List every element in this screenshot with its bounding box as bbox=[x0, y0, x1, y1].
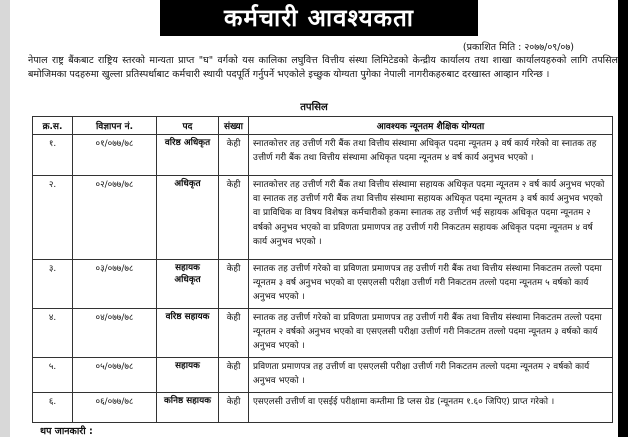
row-sn: १. bbox=[33, 135, 73, 176]
row-ad-no: ०३/०७७/७८ bbox=[73, 260, 157, 309]
notice-title: कर्मचारी आवश्यकता bbox=[160, 0, 478, 36]
row-ad-no: ०२/०७७/७८ bbox=[73, 176, 157, 260]
row-count: केही bbox=[219, 358, 249, 393]
header-qualification: आवश्यक न्यूनतम शैक्षिक योग्यता bbox=[249, 117, 613, 135]
header-post: पद bbox=[157, 117, 219, 135]
row-post: सहायक bbox=[157, 358, 219, 393]
row-ad-no: ०६/०७७/७८ bbox=[73, 393, 157, 423]
row-sn: ३. bbox=[33, 260, 73, 309]
table-row bbox=[33, 176, 613, 260]
row-count: केही bbox=[219, 135, 249, 176]
more-info-label: थप जानकारी : bbox=[40, 426, 93, 437]
row-ad-no: ०१/०७७/७८ bbox=[73, 135, 157, 176]
row-post: सहायक अधिकृत bbox=[157, 260, 219, 309]
header-count: संख्या bbox=[219, 117, 249, 135]
row-sn: ५. bbox=[33, 358, 73, 393]
row-count: केही bbox=[219, 393, 249, 423]
row-qualification: स्नातकोत्तर तह उत्तीर्ण गरी बैंक तथा वित्तीय संस्थामा अधिकृत पदमा न्यूनतम ३ वर्ष कार्य गरेको वा स्नातक तह उत्तीर्ण गरी बैंक तथा वित्तीय संस्थामा अधिकृत पदमा न्यूनतम ४ वर्ष कार्य अनुभव भएको । bbox=[249, 135, 613, 176]
row-count: केही bbox=[219, 260, 249, 309]
published-date: (प्रकाशित मिति : २०७७/०९/०७) bbox=[462, 42, 574, 53]
row-ad-no: ०५/०७७/७८ bbox=[73, 358, 157, 393]
table-row bbox=[33, 260, 613, 309]
page-edge-bar bbox=[618, 0, 628, 437]
table-row bbox=[33, 309, 613, 358]
table-row bbox=[33, 135, 613, 176]
row-post: अधिकृत bbox=[157, 176, 219, 260]
header-ad-no: विज्ञापन नं. bbox=[73, 117, 157, 135]
row-post: वरिष्ठ अधिकृत bbox=[157, 135, 219, 176]
row-post: कनिष्ठ सहायक bbox=[157, 393, 219, 423]
schedule-title: तपसिल bbox=[300, 102, 328, 113]
row-sn: २. bbox=[33, 176, 73, 260]
table-row bbox=[33, 393, 613, 423]
row-qualification: स्नातकोत्तर तह उत्तीर्ण गरी बैंक तथा वित्तीय संस्थामा सहायक अधिकृत पदमा न्यूनतम २ वर्ष कार्य अनुभव भएको वा स्नातक तह उत्तीर्ण गरी बैंक तथा वित्तीय संस्थामा सहायक अधिकृत पदमा न्यूनतम ३ वर्ष कार्य अनुभव भएको वा प्राविधिक वा विषय विशेषज्ञ कर्मचारीको हकमा स्नातक तह उत्तीर्ण भई सहायक अधिकृत पदमा न्यूनतम २ वर्षको अनुभव भएको वा प्रविणता प्रमाणपत्र तह उत्तीर्ण गरी निकटतम सहायक अधिकृत पदमा न्यूनतम ४ वर्ष कार्य अनुभव भएको । bbox=[249, 176, 613, 260]
requirements-table bbox=[32, 116, 613, 423]
row-qualification: स्नातक तह उत्तीर्ण गरेको वा प्रविणता प्रमाणपत्र तह उत्तीर्ण गरी बैंक तथा वित्तीय संस्थामा निकटतम तल्लो पदमा न्यूनतम ३ वर्ष अनुभव भएको वा एसएलसी परीक्षा उत्तीर्ण गरी निकटतम तल्लो पदमा न्यूनतम ५ वर्षको कार्य अनुभव भएको । bbox=[249, 260, 613, 309]
table-header-row bbox=[33, 117, 613, 135]
row-count: केही bbox=[219, 309, 249, 358]
row-qualification: एसएलसी उत्तीर्ण वा एसईई परीक्षामा कम्तीमा डि प्लस ग्रेड (न्यूनतम १.६० जिपिए) प्राप्त गरेको । bbox=[249, 393, 613, 423]
row-qualification: स्नातक तह उत्तीर्ण गरेको वा प्रविणता प्रमाणपत्र तह उत्तीर्ण गरी बैंक तथा वित्तीय संस्थामा निकटतम तल्लो पदमा न्यूनतम २ वर्षको अनुभव भएको वा एसएलसी परीक्षा उत्तीर्ण गरी निकटतम तल्लो पदमा न्यूनतम ३ वर्षको कार्य अनुभव भएको । bbox=[249, 309, 613, 358]
row-qualification: प्रविणता प्रमाणपत्र तह उत्तीर्ण वा एसएलसी परीक्षा उत्तीर्ण गरी निकटतम तल्लो पदमा न्यूनतम २ वर्षको कार्य अनुभव भएको । bbox=[249, 358, 613, 393]
row-sn: ४. bbox=[33, 309, 73, 358]
row-count: केही bbox=[219, 176, 249, 260]
row-sn: ६. bbox=[33, 393, 73, 423]
row-post: वरिष्ठ सहायक bbox=[157, 309, 219, 358]
header-sn: क्र.स. bbox=[33, 117, 73, 135]
intro-paragraph: नेपाल राष्ट्र बैंकबाट राष्ट्रिय स्तरको मान्यता प्राप्त "घ" वर्गको यस कालिका लघुवित्त वित्तीय संस्था लिमिटेडको केन्द्रीय कार्यालय तथा शाखा कार्यालयहरुको लागि तपसिल बमोजिमका पदहरुमा खुल्ला प्रतिस्पर्धाबाट कर्मचारी स्थायी पदपूर्ति गर्नुपर्ने भएकोले इच्छुक योग्यता पुगेका नेपाली नागरीकहरुबाट दरखास्त आव्हान गरिन्छ । bbox=[28, 55, 618, 80]
table-row bbox=[33, 358, 613, 393]
row-ad-no: ०४/०७७/७८ bbox=[73, 309, 157, 358]
